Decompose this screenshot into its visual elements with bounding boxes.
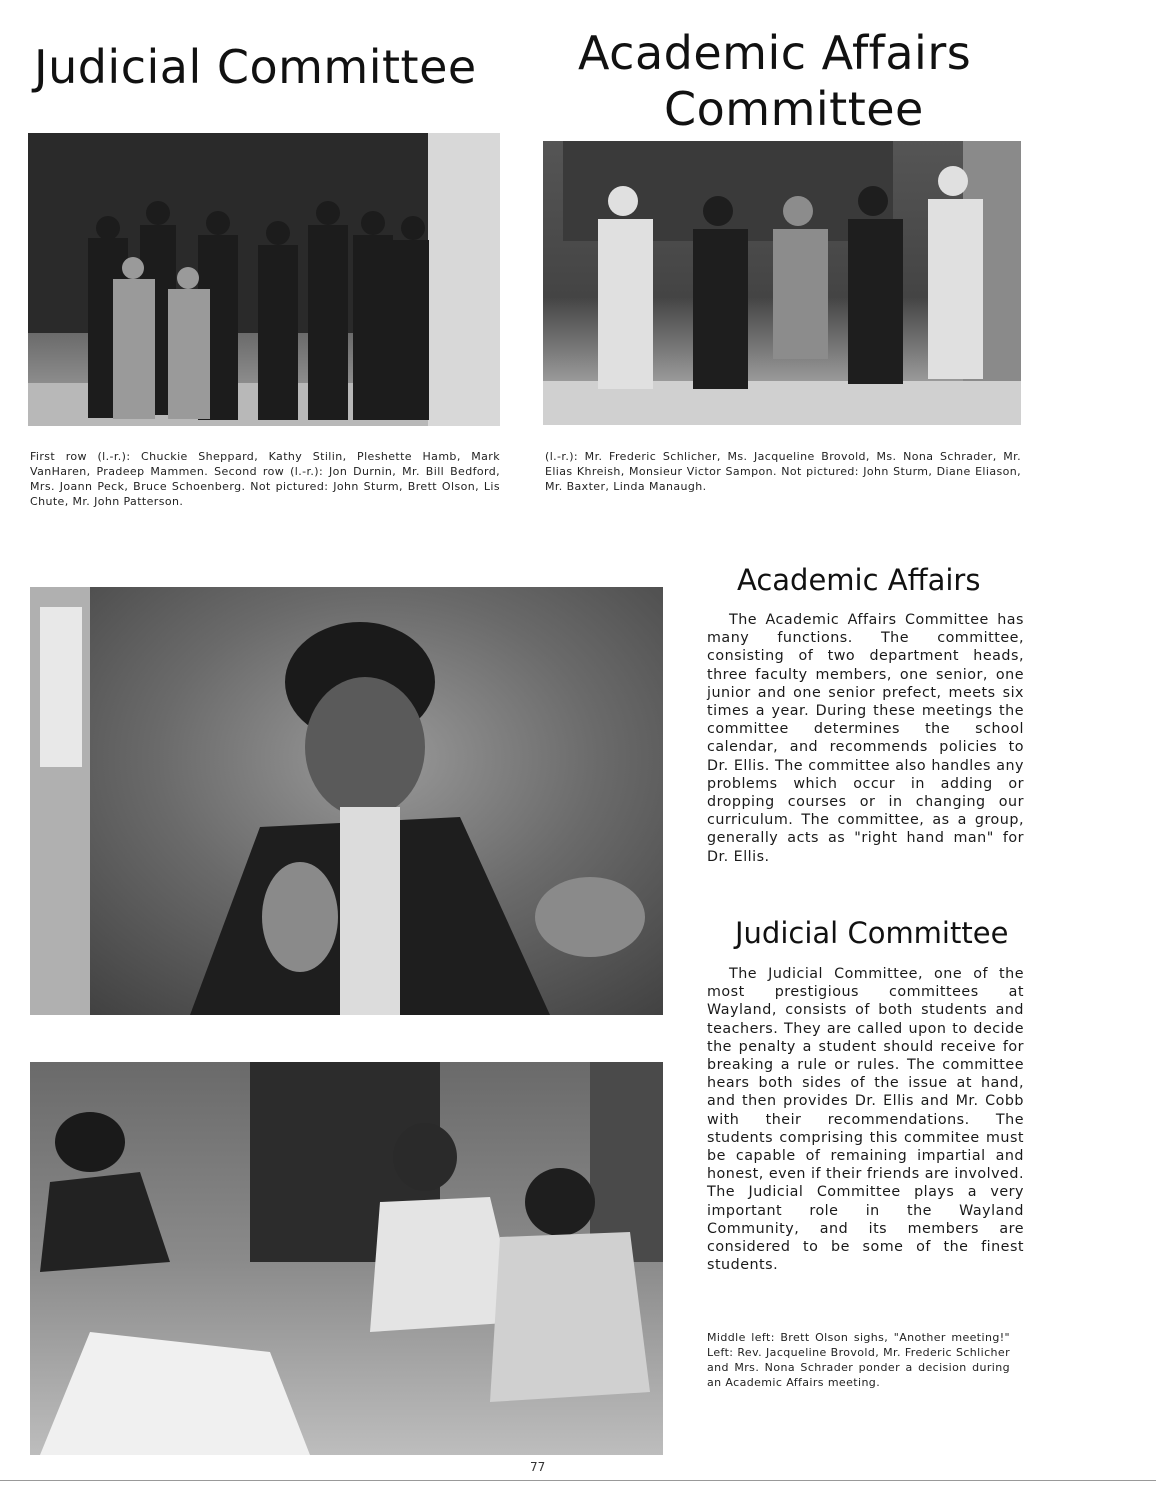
brett-olson-photo (30, 587, 663, 1015)
judicial-committee-text: The Judicial Committee, one of the most prestigious committees at Wayland, consists of both students and teachers. They are called upon to decide the penalty a student should receive for breaking a rule or rules. The committee hears both sides of the issue at hand, and then provides Dr. Ellis and Mr. Cobb with their recommendations. The students comprising this commitee must be capable of remaining impartial and honest, even if their friends are involved. The Judicial Committee plays a very important role in the Wayland Community, and its members are considered to be some of the finest students. (707, 966, 1024, 1274)
academic-meeting-photo (30, 1062, 663, 1455)
bottom-photos-caption: Middle left: Brett Olson sighs, "Another meeting!" Left: Rev. Jacqueline Brovold, Mr. Frederic Schlicher and Mrs. Nona Schrader ponder a decision during an Academic Affairs meeting. (707, 1331, 1010, 1389)
judicial-group-photo (28, 133, 500, 426)
title-academic-affairs-line2: Committee (664, 82, 924, 136)
judicial-committee-heading: Judicial Committee (735, 916, 1009, 950)
judicial-photo-caption: First row (l.-r.): Chuckie Sheppard, Kathy Stilin, Pleshette Hamb, Mark VanHaren, Pradeep Mammen. Second row (l.-r.): Jon Durnin, Mr. Bill Bedford, Mrs. Joann Peck, Bruce Schoenberg. Not pictured: John Sturm, Brett Olson, Lis Chute, Mr. John Patterson. (30, 450, 500, 508)
bottom-rule (0, 1480, 1156, 1481)
page-number: 77 (530, 1460, 546, 1474)
title-judicial-committee: Judicial Committee (34, 40, 477, 94)
academic-affairs-heading: Academic Affairs (737, 563, 981, 597)
academic-photo-caption: (l.-r.): Mr. Frederic Schlicher, Ms. Jacqueline Brovold, Ms. Nona Schrader, Mr. Elias Khreish, Monsieur Victor Sampon. Not pictured: John Sturm, Diane Eliason, Mr. Baxter, Linda Manaugh. (545, 450, 1021, 493)
academic-group-photo (543, 141, 1021, 425)
academic-affairs-text: The Academic Affairs Committee has many functions. The committee, consisting of two department heads, three faculty members, one senior, one junior and one senior prefect, meets six times a year. During these meetings the committee determines the school calendar, and recommends policies to Dr. Ellis. The committee also handles any problems which occur in adding or dropping courses or in changing our curriculum. The committee, as a group, generally acts as "right hand man" for Dr. Ellis. (707, 612, 1024, 865)
title-academic-affairs-line1: Academic Affairs (578, 26, 972, 80)
